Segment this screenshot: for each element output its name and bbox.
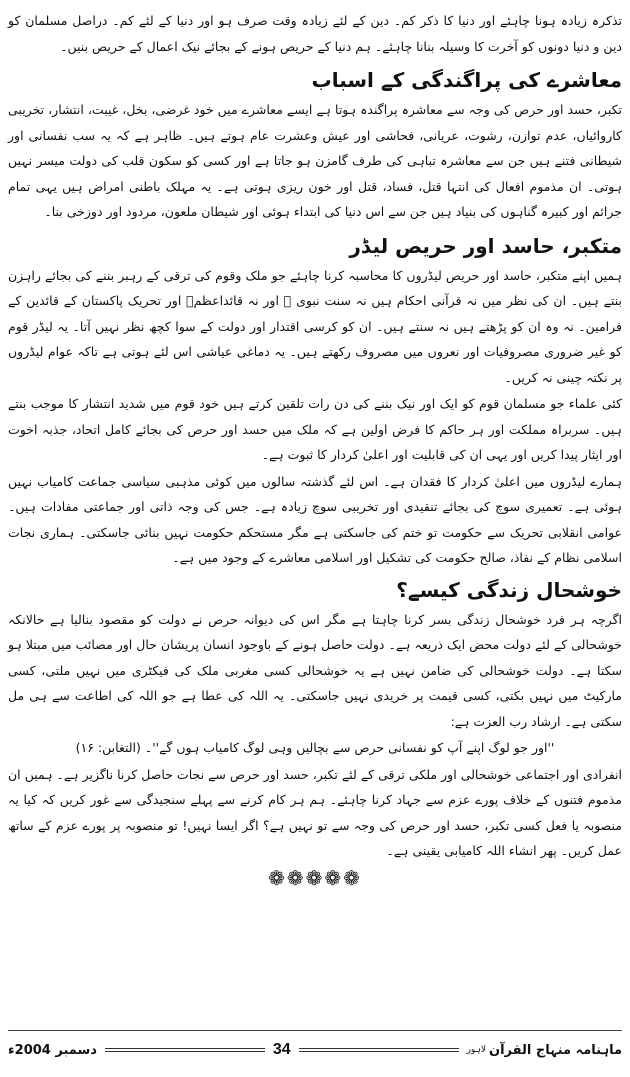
magazine-city: لاہور [466,1045,486,1055]
section-heading-prosperity: خوشحال زندگی کیسے؟ [396,577,622,602]
section-heading-leaders: متکبر، حاسد اور حریص لیڈر [349,233,622,258]
quran-quote: ''اور جو لوگ اپنے آپ کو نفسانی حرص سے بچالیں وہی لوگ کامیاب ہوں گے''۔ (التغابن: ۱۶) [75,740,555,755]
prosperity-paragraph: اگرچہ ہر فرد خوشحال زندگی بسر کرنا چاہتا ہے مگر اس کی دیوانہ حرص نے دولت کو مقصود بنالیا ہے حالانکہ خوشحالی کے لئے دولت محض ایک ذریعہ ہے۔ دولت حاصل ہونے کے باوجود انسان پریشان حال اور مصائب میں مبتلا ہو سکتا ہے۔ دولت خوشحالی کی ضامن نہیں ہے یہ خوشحالی کسی مغربی ملک کی فیکٹری میں نہیں ملتی، کسی مارکیٹ میں نہیں بکتی، کسی قیمت پر خریدی نہیں جاسکتی۔ یہ اللہ کی عطا ہے جو اللہ کی اطاعت سے ہی مل سکتی ہے۔ ارشاد رب العزت ہے: [8,611,622,729]
leaders-paragraph-2: کئی علماء جو مسلمان قوم کو ایک اور نیک بننے کی دن رات تلقین کرتے ہیں خود قوم میں شدید انتشار کا موجب بنتے ہیں۔ سربراہ مملکت اور ہر حاکم کا فرض اولین ہے کہ ملک میں حسد اور حرص کی بجائے کامل اتحاد، جذبہ اخوت اور ایثار پیدا کریں اور یہی ان کی قابلیت اور اعلیٰ کردار کا ثبوت ہے۔ [8,396,622,462]
footer-line-right [299,1048,459,1052]
page-footer [8,1030,622,1070]
footer-rule [8,1030,622,1031]
intro-paragraph: تذکرہ زیادہ ہونا چاہئے اور دنیا کا ذکر کم۔ دین کے لئے زیادہ وقت صرف ہو اور دنیا کے لئے کم۔ دراصل مسلمان کو دین و دنیا دونوں کو آخرت کا وسیلہ بنانا چاہئے۔ ہم دنیا کے حریص ہونے کے بجائے نیک اعمال کے حریص بنیں۔ [8,13,622,54]
page-number: 34 [272,1041,291,1058]
leaders-paragraph-1: ہمیں اپنے متکبر، حاسد اور حریص لیڈروں کا محاسبہ کرنا چاہئے جو ملک وقوم کی ترقی کے رہبر بننے کی بجائے راہزن بنتے ہیں۔ ان کی نظر میں نہ قرآنی احکام ہیں نہ سنت نبوی ﷺ اور نہ قائداعظمؒ اور تحریک پاکستان کے قائدین کے فرامین۔ نہ وہ ان کو پڑھتے ہیں نہ سنتے ہیں۔ ان کو کرسی اقتدار اور دولت کے سوا کچھ نظر نہیں آتا۔ یہ لیڈر قوم کو غیر ضروری مصروفیات اور نعروں میں مصروف رکھتے ہیں۔ یہ دماغی عیاشی اس لئے ہوتی ہے تاکہ عوام لیڈروں پر نکتہ چینی نہ کریں۔ [8,267,622,385]
causes-paragraph: تکبر، حسد اور حرص کی وجہ سے معاشرہ پراگندہ ہوتا ہے ایسے معاشرے میں خود غرضی، بخل، غیبت، انتشار، تخریبی کاروائیاں، عدم توازن، رشوت، عریانی، فحاشی اور عیش وعشرت عام ہوتے ہیں۔ ظاہر ہے کہ یہ سب نفسانی اور شیطانی فتنے ہیں جن سے معاشرہ تباہی کی طرف گامزن ہو جاتا ہے اور کسی کو سکون قلب کی دولت میسر نہیں ہوتی۔ ان مذموم افعال کی انتہا قتل، فساد، قتل اور خون ریزی ہوتی ہے۔ یہ مہلک باطنی امراض ہیں یہی تمام جرائم اور کبیرہ گناہوں کی بنیاد ہیں جن سے اس دنیا کی ابتداء ہوئی اور شیطان ملعون، مردود اور دوزخی بنا۔ [8,102,622,219]
footer-line-left [105,1048,265,1052]
section-heading-causes: معاشرے کی پراگندگی کے اسباب [311,68,622,92]
closing-paragraph: انفرادی اور اجتماعی خوشحالی اور ملکی ترقی کے لئے تکبر، حسد اور حرص سے نجات حاصل کرنا ناگزیر ہے۔ ہمیں ان مذموم فتنوں کے خلاف پورے عزم سے جہاد کرنا چاہئے۔ ہم ہر کام کرنے سے پہلے سنجیدگی سے غور کریں کہ کیا یہ منصوبہ یا فعل کسی تکبر، حسد اور حرص کی وجہ سے تو نہیں ہے؟ اگر ایسا نہیں! تو منصوبہ پر پورے عزم کے ساتھ عمل کریں۔ پھر انشاء اللہ کامیابی یقینی ہے۔ [8,766,622,858]
ornament-divider: ❁❁❁❁❁ [268,865,362,890]
issue-date: دسمبر 2004ء [8,1042,97,1058]
magazine-name: ماہنامہ منہاج القرآن [488,1042,622,1058]
leaders-paragraph-3: ہمارے لیڈروں میں اعلیٰ کردار کا فقدان ہے۔ اس لئے گذشتہ سالوں میں کوئی مذہبی سیاسی جماعت کامیاب نہیں ہوئی ہے۔ تعمیری سوچ کی بجائے تنقیدی اور تخریبی سوچ زیادہ ہے۔ جس کی وجہ ذاتی اور جماعتی مفادات ہیں۔ عوامی انقلابی تحریک سے حکومت تو ختم کی جاسکتی ہے مگر مستحکم حکومت نہیں بنائی جاسکتی۔ ہماری نجات اسلامی نظام کے نفاذ، صالح حکومت کی تشکیل اور اسلامی معاشرے کے وجود میں ہے۔ [8,473,622,565]
